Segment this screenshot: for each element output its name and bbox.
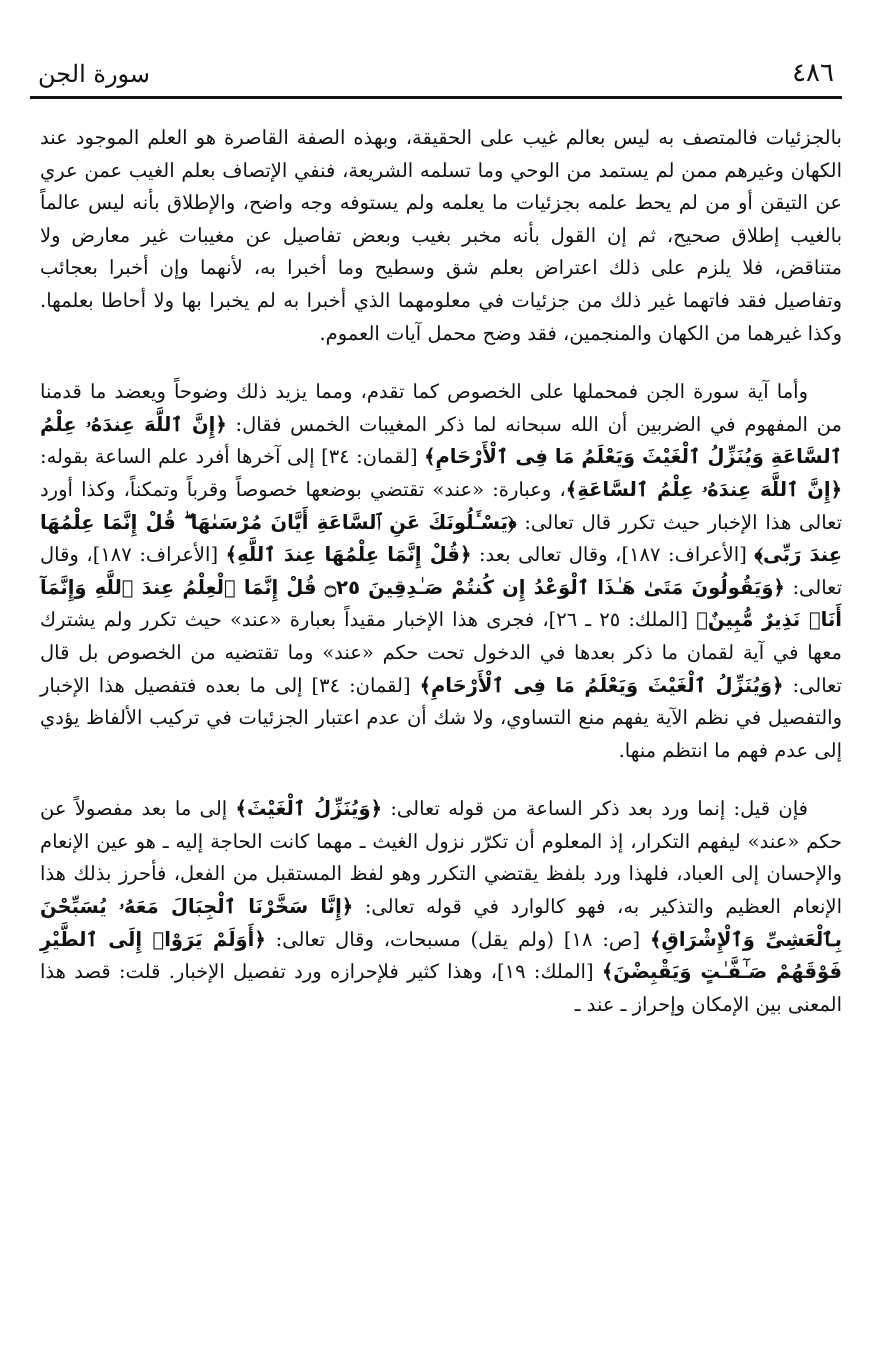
page-number: ٤٨٦ (792, 58, 834, 88)
text-run: [الملك: ١٩]، وهذا كثير فلإحرازه ورد تفصيل الإخبار. قلت: قصد هذا المعنى بين الإمكان وإحراز ـ عند ـ (40, 960, 842, 1016)
quran-quote: ﴿أَوَلَمْ يَرَوْا۟ إِلَى ٱلطَّيْرِ فَوْقَهُمْ صَـٰٓفَّـٰتٍ وَيَقْبِضْنَ﴾ (40, 927, 842, 984)
text-run: فإن قيل: إنما ورد بعد ذكر الساعة من قوله تعالى: (382, 797, 808, 821)
text-run: ، وعبارة: «عند» تقتضي بوضعها خصوصاً وقرباً وتمكناً، وكذا أورد تعالى هذا الإخبار حيث تكرر قال تعالى: (40, 477, 842, 534)
text-run: [ص: ١٨] (ولم يقل) مسبحات، وقال تعالى: (265, 927, 650, 951)
quran-quote: ﴿إِنَّا سَخَّرْنَا ٱلْجِبَالَ مَعَهُۥ يُسَبِّحْنَ بِٱلْعَشِىِّ وَٱلْإِشْرَاقِ﴾ (40, 895, 842, 951)
quran-quote: ﴿يَسْـَٔلُونَكَ عَنِ ٱلسَّاعَةِ أَيَّانَ مُرْسَىٰهَا ۖ قُلْ إِنَّمَا عِلْمُهَا عِندَ رَبِّى﴾ (40, 510, 843, 567)
quran-quote: ﴿وَيَقُولُونَ مَتَىٰ هَـٰذَا ٱلْوَعْدُ إِن كُنتُمْ صَـٰدِقِينَ ۝٢٥ قُلْ إِنَّمَا ٱلْعِلْمُ عِندَ ٱللَّهِ وَإِنَّمَآ أَنَا۠ نَذِيرٌ مُّبِينٌ﴾ (40, 575, 842, 632)
text-run: [الملك: ٢٥ ـ ٢٦]، فجرى هذا الإخبار مقيداً بعبارة «عند» حيث تكرر ولم يشترك معها في آية لقمان ما ذكر بعدها في الدخول تحت حكم «عند» وما تقتضيه من الخصوص بل قال تعالى: (40, 608, 842, 697)
text-run: [لقمان: ٣٤] إلى آخرها أفرد علم الساعة بقوله: (40, 445, 425, 469)
quran-quote: ﴿قُلْ إِنَّمَا عِلْمُهَا عِندَ ٱللَّهِ﴾ (225, 543, 472, 567)
paragraph-1 (40, 122, 842, 350)
quran-quote: ﴿إِنَّ ٱللَّهَ عِندَهُۥ عِلْمُ ٱلسَّاعَةِ﴾ (565, 477, 842, 501)
quran-quote: ﴿إِنَّ ٱللَّهَ عِندَهُۥ عِلْمُ ٱلسَّاعَةِ وَيُنَزِّلُ ٱلْغَيْثَ وَيَعْلَمُ مَا فِى ٱلْأَرْحَامِ﴾ (40, 412, 842, 469)
text-run: [الأعراف: ١٨٧]، وقال تعالى: (40, 543, 842, 599)
body-text (40, 122, 842, 1021)
text-run: إلى ما بعد مفصولاً عن حكم «عند» ليفهم التكرار، إذ المعلوم أن تكرّر نزول الغيث ـ مهما كانت الحاجة إليه ـ هو عين الإنعام والإحسان إلى العباد، فلهذا ورد بلفظ يقتضي التكرر وهو لفظ المستقبل من الفعل، فأحرز بذلك هذا الإنعام العظيم والتذكير به، فهو كالوارد في قوله تعالى: (40, 797, 842, 919)
text-run: بالجزئيات فالمتصف به ليس بعالم غيب على الحقيقة، وبهذه الصفة القاصرة هو العلم الموجود عند الكهان وغيرهم ممن لم يستمد من الوحي وما تسلمه الشريعة، فنفي الإتصاف بعلم الغيب عمن عري عن التيقن أو من لم يحط علمه بجزئيات ما يعلمه ولم يستوفه وجه واضح، والإطلاق بأنه ليس عالماً بالغيب إطلاق صحيح، ثم إن القول بأنه مخبر بغيب وبعض تفاصيل عن مغيبات غير معارض ولا متناقض، فلا يلزم على ذلك اعتراض بعلم شق وسطيح وما أخبرا به، لأنهما وإن أخبرا بعجائب وتفاصيل فقد فاتهما غير ذلك من جزئيات في معلومهما الذي أخبرا به لم يخبرا بها ولا أحاطا بعلمها. وكذا غيرهما من الكهان والمنجمين، فقد وضح محمل آيات العموم. (40, 126, 842, 345)
surah-title: سورة الجن (38, 60, 151, 88)
quran-quote: ﴿وَيُنَزِّلُ ٱلْغَيْثَ﴾ (235, 797, 383, 821)
paragraph-2 (40, 376, 842, 767)
text-run: وأما آية سورة الجن فمحملها على الخصوص كما تقدم، ومما يزيد ذلك وضوحاً ويعضد ما قدمنا من المفهوم في الضربين أن الله سبحانه لما ذكر المغيبات الخمس فقال: (40, 380, 842, 436)
text-run: [الأعراف: ١٨٧]، وقال تعالى بعد: (471, 543, 755, 567)
text-run: [لقمان: ٣٤] إلى ما بعده فتفصيل هذا الإخبار والتفصيل في نظم الآية يفهم منع التساوي، ولا شك أن عدم اعتبار الجزئيات في تركيب الألفاظ يؤدي إلى عدم فهم ما انتظم منها. (40, 673, 842, 762)
quran-quote: ﴿وَيُنَزِّلُ ٱلْغَيْثَ وَيَعْلَمُ مَا فِى ٱلْأَرْحَامِ﴾ (419, 673, 784, 697)
running-header (30, 56, 842, 99)
paragraph-3 (40, 793, 842, 1021)
